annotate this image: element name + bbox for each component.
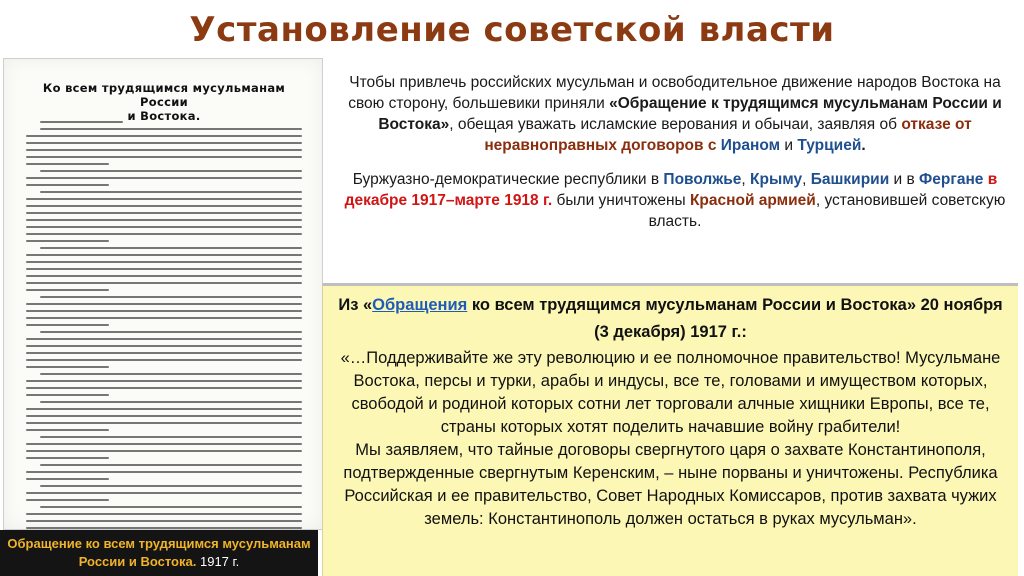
document-text-line (26, 282, 302, 284)
document-text-line (40, 191, 302, 193)
document-text-line (26, 254, 302, 256)
iran-label: Ираном (720, 137, 781, 154)
quote-heading (333, 292, 1008, 346)
document-text-line (26, 345, 302, 347)
intro-p2-text: Буржуазно-демократические республики в (352, 171, 664, 188)
quote-paragraph-2: Мы заявляем, что тайные договоры свергнутого царя о захвате Константинополя, подтвержденные свергнутым Керенским, – ныне порваны и уничтожены. Республика Российская и ее правительство, Совет Народных Комиссаров, против захвата чужих земель: Константинополь должен остаться в руках мусульман». (343, 441, 998, 528)
bashkiria-label: Башкирии (810, 171, 890, 188)
document-text-line (26, 289, 109, 291)
document-text-line (26, 527, 302, 529)
document-text-line (26, 310, 302, 312)
document-text-line (40, 247, 302, 249)
document-text-line (26, 352, 302, 354)
intro-p2-text-2: были уничтожены (552, 192, 690, 209)
document-text-line (26, 149, 302, 151)
document-paragraph (26, 331, 302, 368)
document-text-line (26, 387, 302, 389)
document-paragraph (26, 401, 302, 431)
document-text-line (26, 275, 302, 277)
document-text-line (26, 233, 302, 235)
document-text-line (26, 513, 302, 515)
document-text-line (26, 198, 302, 200)
red-army-label: Красной армией (689, 192, 816, 209)
treaty-refusal: отказе от неравноправных договоров с (484, 116, 972, 154)
fergana-label: Фергане (919, 171, 984, 188)
intro-p1-end: . (861, 137, 866, 154)
document-text-line (40, 296, 302, 298)
document-text-line (26, 268, 302, 270)
document-text-line (40, 436, 302, 438)
document-text-line (26, 205, 302, 207)
document-text-line (40, 485, 302, 487)
document-text-line (26, 226, 302, 228)
document-text-line (26, 177, 302, 179)
document-text-line (26, 338, 302, 340)
appeal-link[interactable]: Обращения (372, 296, 468, 314)
document-text-line (26, 450, 302, 452)
document-text-line (26, 471, 302, 473)
intro-p1-text: Чтобы привлечь российских мусульман и освободительное движение народов Востока на свою сторону, большевики приняли (348, 74, 1001, 112)
document-text-line (40, 121, 123, 123)
intro-p1-text-2: , обещая уважать исламские верования и обычаи, заявляя об (449, 116, 902, 133)
document-text-line (26, 499, 109, 501)
date-range: в декабре 1917–марте 1918 г. (344, 171, 998, 209)
intro-and: и (780, 137, 798, 154)
document-paragraph (26, 121, 302, 123)
crimea-label: Крыму (750, 171, 803, 188)
document-text-line (26, 142, 302, 144)
document-text-line (26, 366, 109, 368)
intro-text (334, 72, 1016, 232)
turkey-label: Турцией (797, 137, 862, 154)
document-text-line (26, 380, 302, 382)
document-paragraph (26, 464, 302, 480)
document-text-line (26, 394, 109, 396)
document-body-text (26, 121, 302, 530)
document-paragraph (26, 296, 302, 326)
document-text-line (40, 170, 302, 172)
intro-paragraph-2 (334, 169, 1016, 232)
document-heading-line-1: Ко всем трудящимся мусульманам России (42, 81, 286, 109)
document-text-line (40, 401, 302, 403)
document-text-line (26, 492, 302, 494)
document-paragraph (26, 485, 302, 501)
separator: , (741, 171, 751, 188)
document-text-line (26, 324, 109, 326)
document-paragraph (26, 247, 302, 291)
document-caption (0, 530, 318, 576)
document-paragraph (26, 170, 302, 186)
document-text-line (26, 156, 302, 158)
slide-title: Установление советской власти (189, 10, 835, 50)
document-text-line (26, 429, 109, 431)
quote-paragraph-1: «…Поддерживайте же эту революцию и ее полномочное правительство! Мусульмане Востока, персы и турки, арабы и индусы, все те, головами и имуществом которых, свободой и родиной которых сотни лет торговали алчные хищники Европы, все те, страны которых хотят поделить начавшие войну грабители! (340, 349, 1001, 436)
document-text-line (26, 520, 302, 522)
caption-title: Обращение ко всем трудящимся мусульманам России и Востока. (7, 536, 311, 569)
document-text-line (26, 457, 109, 459)
document-text-line (26, 219, 302, 221)
quote-heading-suffix: ко всем трудящимся мусульманам России и Востока» 20 ноября (3 декабря) 1917 г.: (467, 296, 1003, 341)
intro-and-in: и в (889, 171, 920, 188)
document-text-line (40, 331, 302, 333)
volga-label: Поволжье (663, 171, 742, 188)
document-text-line (26, 408, 302, 410)
document-text-line (26, 212, 302, 214)
quote-box (322, 283, 1018, 576)
document-text-line (26, 261, 302, 263)
document-text-line (26, 422, 302, 424)
quote-body (333, 347, 1008, 531)
document-text-line (40, 128, 302, 130)
document-text-line (26, 184, 109, 186)
separator: , (802, 171, 811, 188)
document-paragraph (26, 506, 302, 530)
document-text-line (26, 415, 302, 417)
document-text-line (26, 317, 302, 319)
document-paragraph (26, 436, 302, 459)
document-text-line (26, 303, 302, 305)
appeal-title: «Обращение к трудящимся мусульманам России и Востока» (378, 95, 1002, 133)
document-text-line (26, 359, 302, 361)
caption-year: 1917 г. (199, 554, 240, 569)
document-text-line (26, 443, 302, 445)
document-text-line (40, 373, 302, 375)
quote-heading-prefix: Из « (338, 296, 373, 314)
scanned-document-image (3, 58, 323, 530)
document-text-line (26, 135, 302, 137)
document-paragraph (26, 191, 302, 242)
document-text-line (26, 240, 109, 242)
document-text-line (40, 506, 302, 508)
document-paragraph (26, 128, 302, 165)
document-heading (24, 81, 304, 123)
document-heading-line-2: и Востока. (127, 109, 201, 123)
document-text-line (40, 464, 302, 466)
document-text-line (26, 478, 109, 480)
intro-p2-end: , установившей советскую власть. (648, 192, 1006, 230)
document-paragraph (26, 373, 302, 396)
intro-paragraph-1 (334, 72, 1016, 156)
document-text-line (26, 163, 109, 165)
